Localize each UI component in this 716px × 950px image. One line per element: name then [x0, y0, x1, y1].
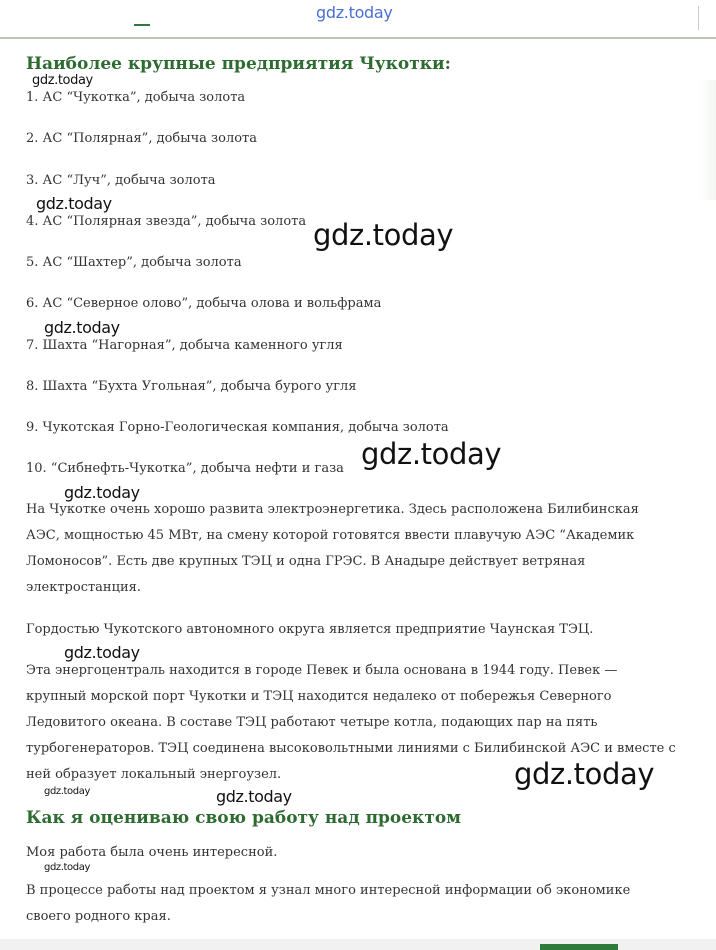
watermark: gdz.today [64, 643, 140, 662]
paragraph-energy: На Чукотке очень хорошо развита электроэнергетика. Здесь расположена Билибинская АЭС, мощностью 45 МВт, на смену которой готовятся ввести плавучую АЭС “Академик Ломоносов”. Есть две крупных ТЭЦ и одна ГРЭС. В Анадыре действует ветряная электростанция. [26, 502, 639, 595]
list-item: 3. АС “Луч”, добыча золота [26, 173, 216, 188]
watermark: gdz.today [216, 787, 292, 806]
list-item: 9. Чукотская Горно-Геологическая компания, добыча золота [26, 420, 449, 435]
paragraph-conclusion: В процессе работы над проектом я узнал много интересной информации об экономике своего родного края. [26, 883, 631, 924]
top-bar [0, 0, 716, 38]
section-heading-enterprises: Наиболее крупные предприятия Чукотки: [26, 54, 451, 74]
site-logo[interactable]: gdz.today [316, 3, 393, 22]
paragraph-evaluation: Моя работа была очень интересной. [26, 845, 278, 860]
list-item: 1. АС “Чукотка”, добыча золота [26, 90, 246, 105]
watermark: gdz.today [36, 194, 112, 213]
watermark: gdz.today [44, 318, 120, 337]
list-item: 6. АС “Северное олово”, добыча олова и вольфрама [26, 296, 382, 311]
paragraph-pride: Гордостью Чукотского автономного округа является предприятие Чаунская ТЭЦ. [26, 622, 594, 637]
watermark: gdz.today [361, 437, 502, 471]
watermark: gdz.today [514, 757, 655, 791]
watermark: gdz.today [44, 862, 90, 873]
menu-dash-icon[interactable] [134, 24, 150, 26]
watermark: gdz.today [64, 483, 140, 502]
list-item: 10. “Сибнефть-Чукотка”, добыча нефти и газа [26, 461, 344, 476]
footer-button[interactable] [540, 944, 618, 950]
watermark: gdz.today [44, 786, 90, 797]
list-item: 7. Шахта “Нагорная”, добыча каменного угля [26, 338, 343, 353]
list-item: 4. АС “Полярная звезда”, добыча золота [26, 214, 307, 229]
divider [698, 6, 699, 30]
list-item: 8. Шахта “Бухта Угольная”, добыча бурого угля [26, 379, 357, 394]
watermark: gdz.today [313, 218, 454, 252]
list-item: 5. АС “Шахтер”, добыча золота [26, 255, 242, 270]
list-item: 2. АС “Полярная”, добыча золота [26, 131, 258, 146]
paragraph-chaunskaya: Эта энергоцентраль находится в городе Певек и была основана в 1944 году. Певек — крупный морской порт Чукотки и ТЭЦ находится недалеко от побережья Северного Ледовитого океана. В составе ТЭЦ работают четыре котла, подающих пар на пять турбогенераторов. ТЭЦ соединена высоковольтными линиями с Билибинской АЭС и вместе с ней образует локальный энергоузел. [26, 663, 676, 782]
section-heading-evaluation: Как я оцениваю свою работу над проектом [26, 808, 461, 828]
watermark: gdz.today [32, 73, 93, 88]
side-panel-edge [700, 80, 716, 200]
header-divider [0, 37, 716, 39]
